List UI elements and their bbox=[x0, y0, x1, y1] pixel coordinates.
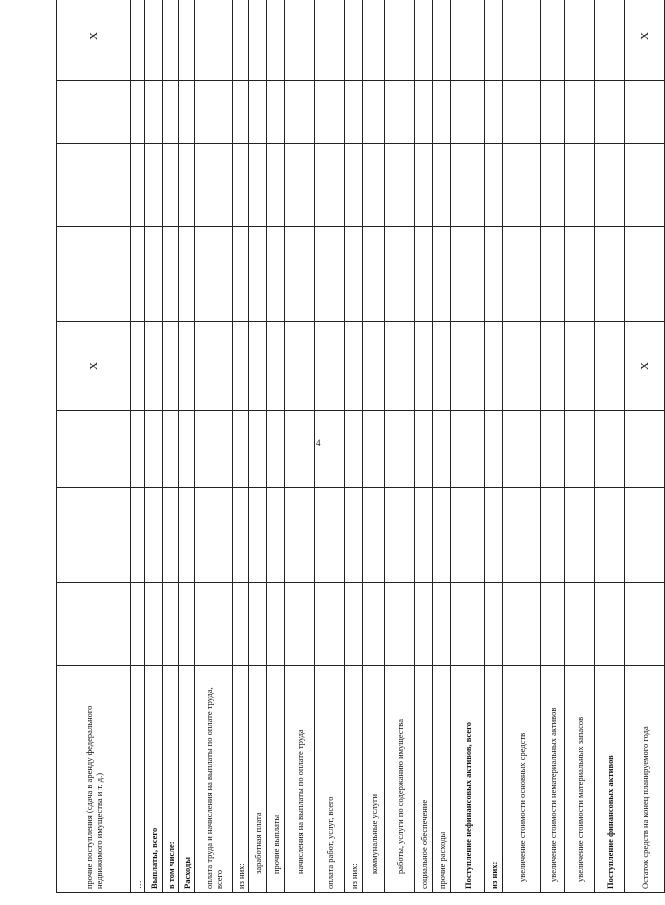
row-label: из них: bbox=[233, 666, 249, 893]
empty-cell bbox=[131, 81, 145, 144]
table-row bbox=[541, 0, 565, 893]
empty-cell bbox=[315, 227, 345, 322]
empty-cell bbox=[195, 488, 233, 583]
empty-cell bbox=[565, 144, 595, 227]
row-label: увеличение стоимости нематериальных активов bbox=[541, 666, 565, 893]
empty-cell bbox=[285, 144, 315, 227]
empty-cell bbox=[163, 227, 179, 322]
empty-cell bbox=[179, 0, 195, 81]
row-label: заработная плата bbox=[249, 666, 267, 893]
row-label: социальное обеспечение bbox=[415, 666, 433, 893]
empty-cell bbox=[145, 583, 163, 666]
table-row bbox=[595, 0, 625, 893]
empty-cell bbox=[565, 0, 595, 81]
empty-cell bbox=[363, 488, 385, 583]
empty-cell bbox=[249, 583, 267, 666]
empty-cell bbox=[315, 488, 345, 583]
empty-cell bbox=[285, 411, 315, 488]
empty-cell bbox=[267, 81, 285, 144]
empty-cell bbox=[145, 81, 163, 144]
empty-cell bbox=[285, 0, 315, 81]
empty-cell bbox=[315, 411, 345, 488]
empty-cell bbox=[233, 144, 249, 227]
empty-cell bbox=[131, 227, 145, 322]
empty-cell bbox=[285, 81, 315, 144]
table-row bbox=[249, 0, 267, 893]
empty-cell bbox=[625, 488, 665, 583]
empty-cell bbox=[163, 583, 179, 666]
rotated-table-frame bbox=[56, 32, 651, 893]
empty-cell bbox=[249, 144, 267, 227]
empty-cell bbox=[433, 81, 451, 144]
empty-cell bbox=[267, 227, 285, 322]
x-mark-cell: X bbox=[57, 0, 131, 81]
empty-cell bbox=[179, 227, 195, 322]
empty-cell bbox=[233, 411, 249, 488]
empty-cell bbox=[145, 0, 163, 81]
empty-cell bbox=[267, 0, 285, 81]
empty-cell bbox=[625, 227, 665, 322]
table-row bbox=[503, 0, 541, 893]
empty-cell bbox=[385, 227, 415, 322]
table-row bbox=[267, 0, 285, 893]
empty-cell bbox=[363, 227, 385, 322]
table-row bbox=[315, 0, 345, 893]
empty-cell bbox=[233, 583, 249, 666]
row-label: Поступление нефинансовых активов, всего bbox=[451, 666, 485, 893]
empty-cell bbox=[385, 322, 415, 411]
empty-cell bbox=[451, 583, 485, 666]
empty-cell bbox=[267, 488, 285, 583]
empty-cell bbox=[595, 322, 625, 411]
empty-cell bbox=[179, 488, 195, 583]
empty-cell bbox=[345, 227, 363, 322]
table-row bbox=[385, 0, 415, 893]
empty-cell bbox=[485, 227, 503, 322]
empty-cell bbox=[249, 81, 267, 144]
row-label: Поступление финансовых активов bbox=[595, 666, 625, 893]
empty-cell bbox=[503, 144, 541, 227]
row-label: увеличение стоимости основных средств bbox=[503, 666, 541, 893]
empty-cell bbox=[451, 144, 485, 227]
empty-cell bbox=[57, 583, 131, 666]
empty-cell bbox=[565, 488, 595, 583]
empty-cell bbox=[433, 411, 451, 488]
empty-cell bbox=[145, 227, 163, 322]
empty-cell bbox=[433, 322, 451, 411]
empty-cell bbox=[565, 227, 595, 322]
row-label: увеличение стоимости материальных запасов bbox=[565, 666, 595, 893]
empty-cell bbox=[541, 227, 565, 322]
empty-cell bbox=[267, 411, 285, 488]
table-row bbox=[233, 0, 249, 893]
empty-cell bbox=[179, 583, 195, 666]
empty-cell bbox=[541, 488, 565, 583]
empty-cell bbox=[565, 322, 595, 411]
table-row bbox=[179, 0, 195, 893]
empty-cell bbox=[145, 144, 163, 227]
empty-cell bbox=[433, 227, 451, 322]
empty-cell bbox=[145, 488, 163, 583]
empty-cell bbox=[131, 583, 145, 666]
empty-cell bbox=[179, 144, 195, 227]
empty-cell bbox=[415, 322, 433, 411]
empty-cell bbox=[345, 488, 363, 583]
empty-cell bbox=[503, 81, 541, 144]
empty-cell bbox=[131, 0, 145, 81]
empty-cell bbox=[595, 583, 625, 666]
table-row bbox=[163, 0, 179, 893]
empty-cell bbox=[415, 583, 433, 666]
empty-cell bbox=[565, 81, 595, 144]
empty-cell bbox=[363, 322, 385, 411]
empty-cell bbox=[345, 583, 363, 666]
empty-cell bbox=[541, 583, 565, 666]
empty-cell bbox=[485, 144, 503, 227]
empty-cell bbox=[625, 411, 665, 488]
empty-cell bbox=[451, 322, 485, 411]
empty-cell bbox=[433, 583, 451, 666]
empty-cell bbox=[503, 0, 541, 81]
table-row bbox=[345, 0, 363, 893]
empty-cell bbox=[285, 488, 315, 583]
empty-cell bbox=[433, 488, 451, 583]
empty-cell bbox=[363, 411, 385, 488]
empty-cell bbox=[285, 227, 315, 322]
empty-cell bbox=[503, 322, 541, 411]
empty-cell bbox=[385, 144, 415, 227]
row-label: из них: bbox=[485, 666, 503, 893]
empty-cell bbox=[451, 227, 485, 322]
row-label: Остаток средств на конец планируемого года bbox=[625, 666, 665, 893]
empty-cell bbox=[249, 0, 267, 81]
row-label: оплата труда и начисления на выплаты по оплате труда, всего bbox=[195, 666, 233, 893]
table-row bbox=[565, 0, 595, 893]
empty-cell bbox=[285, 322, 315, 411]
empty-cell bbox=[195, 81, 233, 144]
empty-cell bbox=[131, 488, 145, 583]
table-row bbox=[145, 0, 163, 893]
empty-cell bbox=[233, 322, 249, 411]
empty-cell bbox=[57, 488, 131, 583]
empty-cell bbox=[565, 411, 595, 488]
empty-cell bbox=[179, 81, 195, 144]
empty-cell bbox=[163, 488, 179, 583]
row-label: в том числе: bbox=[163, 666, 179, 893]
empty-cell bbox=[485, 81, 503, 144]
empty-cell bbox=[345, 322, 363, 411]
empty-cell bbox=[415, 227, 433, 322]
empty-cell bbox=[595, 411, 625, 488]
empty-cell bbox=[195, 144, 233, 227]
empty-cell bbox=[145, 322, 163, 411]
empty-cell bbox=[503, 488, 541, 583]
empty-cell bbox=[345, 144, 363, 227]
empty-cell bbox=[485, 0, 503, 81]
empty-cell bbox=[249, 411, 267, 488]
empty-cell bbox=[195, 0, 233, 81]
table-row bbox=[57, 0, 131, 893]
empty-cell bbox=[451, 488, 485, 583]
empty-cell bbox=[415, 411, 433, 488]
empty-cell bbox=[503, 227, 541, 322]
empty-cell bbox=[163, 0, 179, 81]
empty-cell bbox=[415, 0, 433, 81]
empty-cell bbox=[131, 411, 145, 488]
row-label: работы, услуги по содержанию имущества bbox=[385, 666, 415, 893]
empty-cell bbox=[595, 227, 625, 322]
empty-cell bbox=[145, 411, 163, 488]
empty-cell bbox=[625, 583, 665, 666]
empty-cell bbox=[315, 583, 345, 666]
empty-cell bbox=[315, 81, 345, 144]
empty-cell bbox=[345, 81, 363, 144]
empty-cell bbox=[415, 144, 433, 227]
empty-cell bbox=[565, 583, 595, 666]
empty-cell bbox=[433, 0, 451, 81]
empty-cell bbox=[131, 322, 145, 411]
page-number: 4 bbox=[316, 438, 321, 448]
empty-cell bbox=[57, 411, 131, 488]
empty-cell bbox=[195, 411, 233, 488]
empty-cell bbox=[415, 488, 433, 583]
table-row bbox=[131, 0, 145, 893]
empty-cell bbox=[363, 583, 385, 666]
empty-cell bbox=[451, 411, 485, 488]
row-label: Выплаты, всего bbox=[145, 666, 163, 893]
empty-cell bbox=[541, 81, 565, 144]
financial-plan-table bbox=[56, 0, 665, 893]
x-mark-cell: X bbox=[625, 322, 665, 411]
empty-cell bbox=[195, 227, 233, 322]
empty-cell bbox=[163, 144, 179, 227]
empty-cell bbox=[233, 81, 249, 144]
empty-cell bbox=[385, 0, 415, 81]
row-label: из них: bbox=[345, 666, 363, 893]
empty-cell bbox=[415, 81, 433, 144]
empty-cell bbox=[541, 144, 565, 227]
empty-cell bbox=[625, 144, 665, 227]
row-label: прочие расходы bbox=[433, 666, 451, 893]
empty-cell bbox=[485, 322, 503, 411]
table-row bbox=[433, 0, 451, 893]
empty-cell bbox=[57, 144, 131, 227]
table-row bbox=[451, 0, 485, 893]
empty-cell bbox=[249, 488, 267, 583]
table-row bbox=[195, 0, 233, 893]
empty-cell bbox=[385, 583, 415, 666]
row-label: коммунальные услуги bbox=[363, 666, 385, 893]
empty-cell bbox=[385, 81, 415, 144]
empty-cell bbox=[345, 0, 363, 81]
empty-cell bbox=[285, 583, 315, 666]
empty-cell bbox=[385, 488, 415, 583]
empty-cell bbox=[233, 227, 249, 322]
empty-cell bbox=[451, 0, 485, 81]
table-row bbox=[625, 0, 665, 893]
row-label: прочие поступления (сдача в аренду федерального недвижимого имущества и т. д.) bbox=[57, 666, 131, 893]
empty-cell bbox=[451, 81, 485, 144]
empty-cell bbox=[163, 411, 179, 488]
empty-cell bbox=[595, 0, 625, 81]
table-body bbox=[57, 0, 665, 893]
table-row bbox=[285, 0, 315, 893]
empty-cell bbox=[595, 488, 625, 583]
empty-cell bbox=[485, 411, 503, 488]
empty-cell bbox=[249, 227, 267, 322]
empty-cell bbox=[233, 0, 249, 81]
empty-cell bbox=[57, 227, 131, 322]
empty-cell bbox=[163, 81, 179, 144]
empty-cell bbox=[267, 322, 285, 411]
empty-cell bbox=[345, 411, 363, 488]
empty-cell bbox=[249, 322, 267, 411]
empty-cell bbox=[625, 81, 665, 144]
empty-cell bbox=[315, 322, 345, 411]
empty-cell bbox=[195, 322, 233, 411]
empty-cell bbox=[163, 322, 179, 411]
empty-cell bbox=[503, 583, 541, 666]
empty-cell bbox=[179, 411, 195, 488]
empty-cell bbox=[541, 411, 565, 488]
empty-cell bbox=[385, 411, 415, 488]
x-mark-cell: X bbox=[625, 0, 665, 81]
empty-cell bbox=[485, 488, 503, 583]
x-mark-cell: X bbox=[57, 322, 131, 411]
empty-cell bbox=[485, 583, 503, 666]
empty-cell bbox=[131, 144, 145, 227]
row-label: оплата работ, услуг, всего bbox=[315, 666, 345, 893]
empty-cell bbox=[267, 144, 285, 227]
row-label: … bbox=[131, 666, 145, 893]
empty-cell bbox=[233, 488, 249, 583]
empty-cell bbox=[433, 144, 451, 227]
empty-cell bbox=[315, 144, 345, 227]
empty-cell bbox=[503, 411, 541, 488]
table-row bbox=[485, 0, 503, 893]
table-row bbox=[415, 0, 433, 893]
row-label: прочие выплаты bbox=[267, 666, 285, 893]
empty-cell bbox=[595, 81, 625, 144]
empty-cell bbox=[363, 0, 385, 81]
empty-cell bbox=[179, 322, 195, 411]
row-label: начисления на выплаты по оплате труда bbox=[285, 666, 315, 893]
empty-cell bbox=[541, 0, 565, 81]
empty-cell bbox=[595, 144, 625, 227]
empty-cell bbox=[195, 583, 233, 666]
empty-cell bbox=[315, 0, 345, 81]
table-row bbox=[363, 0, 385, 893]
empty-cell bbox=[363, 81, 385, 144]
empty-cell bbox=[541, 322, 565, 411]
empty-cell bbox=[267, 583, 285, 666]
row-label: Расходы bbox=[179, 666, 195, 893]
empty-cell bbox=[57, 81, 131, 144]
empty-cell bbox=[363, 144, 385, 227]
